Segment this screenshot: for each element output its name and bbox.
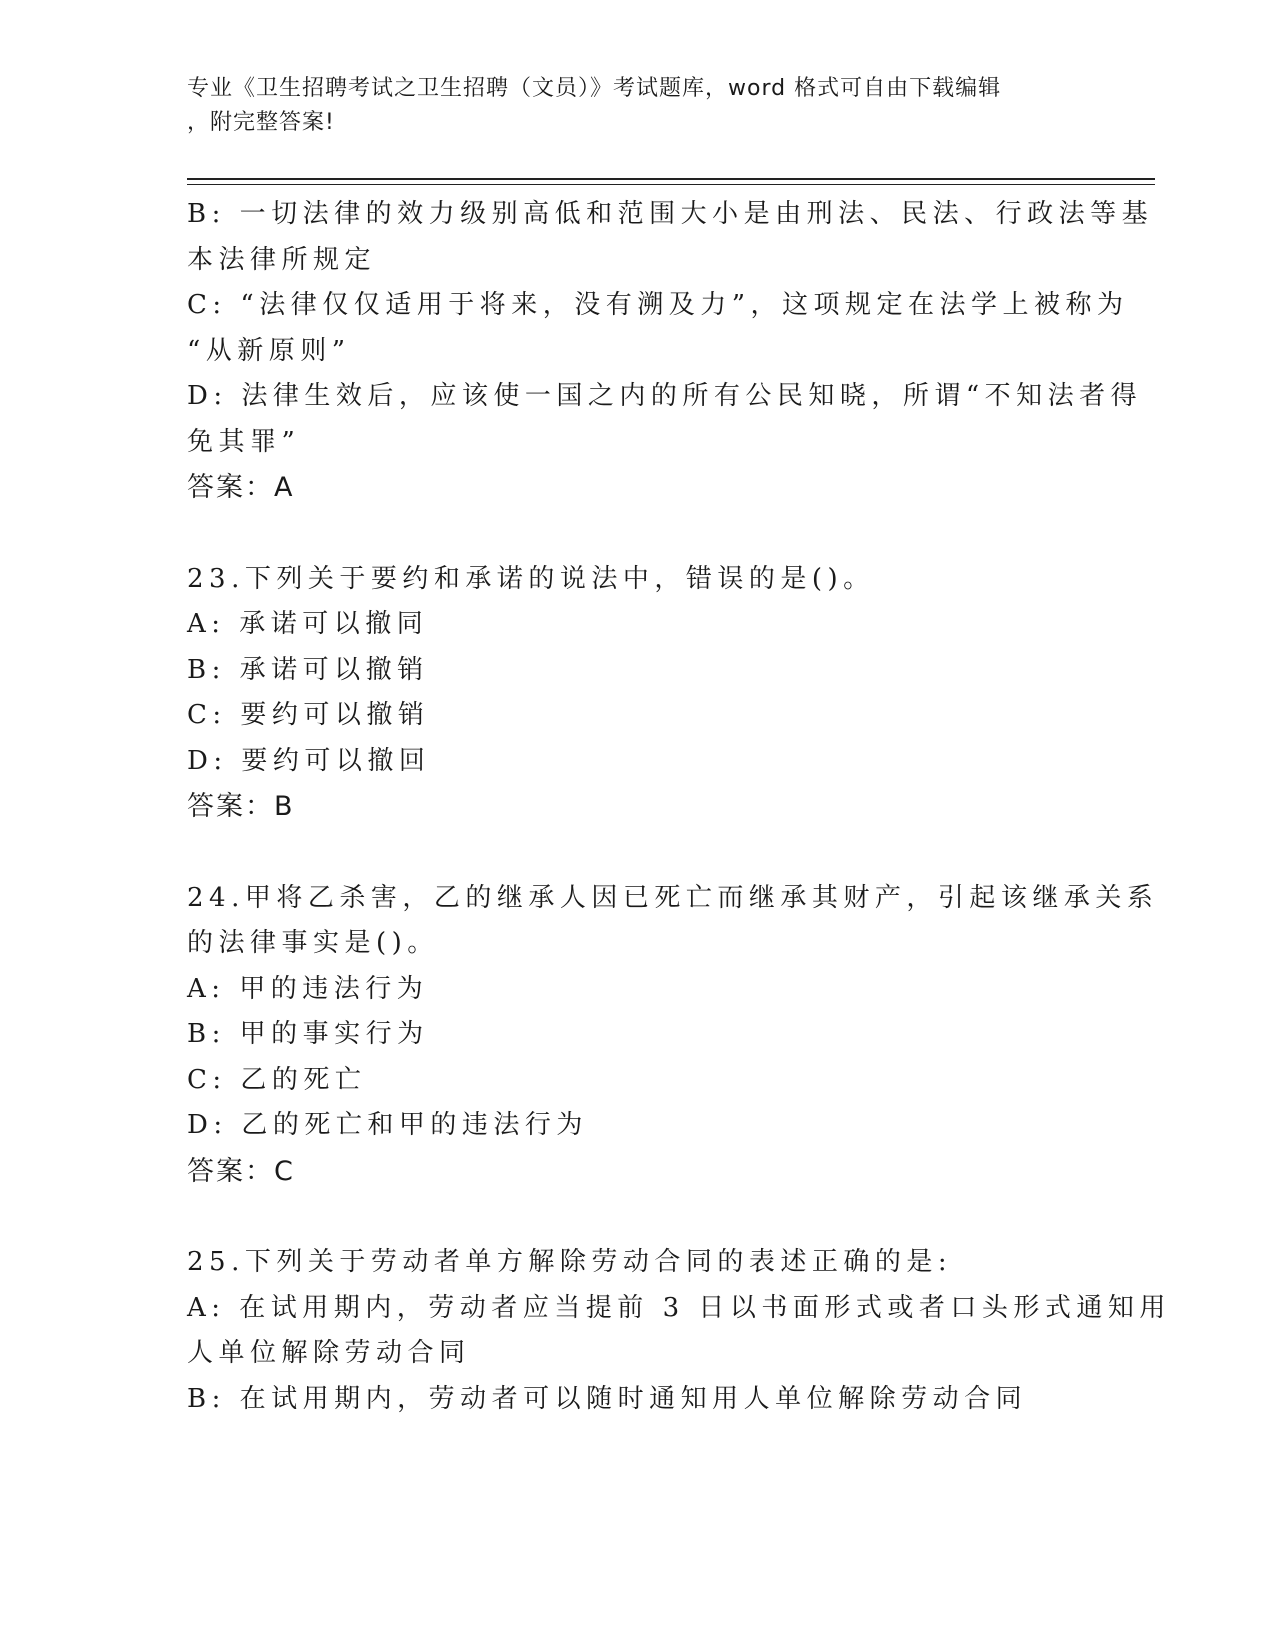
spacer — [187, 1194, 1087, 1240]
question-text-line-2: 的法律事实是()。 — [187, 928, 439, 958]
question-text-line-1: 24.甲将乙杀害，乙的继承人因已死亡而继承其财产，引起该继承关系 — [187, 882, 1159, 913]
option-b: B: 承诺可以撤销 — [187, 654, 429, 685]
question-block-25 — [187, 1240, 1171, 1422]
spacer — [187, 511, 1087, 557]
option-c-line-2: “从新原则” — [187, 335, 351, 366]
question-text: 25.下列关于劳动者单方解除劳动合同的表述正确的是: — [187, 1247, 953, 1277]
option-b-line-2: 本法律所规定 — [187, 244, 377, 275]
option-c: C: 乙的死亡 — [187, 1064, 367, 1095]
option-a: A: 甲的违法行为 — [187, 973, 429, 1004]
question-block-24 — [187, 876, 1159, 1195]
header-divider-thin — [187, 184, 1155, 185]
option-d-line-1: D: 法律生效后，应该使一国之内的所有公民知晓，所谓“不知法者得 — [187, 381, 1143, 411]
option-d: D: 乙的死亡和甲的违法行为 — [187, 1110, 588, 1140]
document-header — [187, 72, 1067, 140]
option-c: C: 要约可以撤销 — [187, 700, 430, 730]
answer-label: 答案：B — [187, 791, 295, 822]
spacer — [187, 830, 1087, 876]
option-a-line-2: 人单位解除劳动合同 — [187, 1338, 471, 1368]
question-text: 23.下列关于要约和承诺的说法中，错误的是()。 — [187, 563, 875, 594]
question-block-22 — [187, 192, 1154, 511]
option-c-line-1: C: “法律仅仅适用于将来，没有溯及力”，这项规定在法学上被称为 — [187, 290, 1129, 320]
option-d: D: 要约可以撤回 — [187, 745, 431, 776]
option-b: B: 在试用期内，劳动者可以随时通知用人单位解除劳动合同 — [187, 1383, 1028, 1414]
option-a: A: 承诺可以撤同 — [187, 609, 429, 639]
option-a-line-1: A: 在试用期内，劳动者应当提前 3 日以书面形式或者口头形式通知用 — [187, 1292, 1171, 1323]
answer-label: 答案：C — [187, 1155, 295, 1187]
option-d-line-2: 免其罪” — [187, 426, 301, 457]
header-line-1: 专业《卫生招聘考试之卫生招聘（文员）》考试题库，word 格式可自由下载编辑 — [187, 76, 1002, 101]
document-body — [187, 192, 1171, 1422]
option-b-line-1: B: 一切法律的效力级别高低和范围大小是由刑法、民法、行政法等基 — [187, 199, 1154, 229]
header-line-2: ，附完整答案! — [187, 110, 335, 135]
header-divider-thick — [187, 178, 1155, 180]
answer-label: 答案：A — [187, 472, 295, 503]
question-block-23 — [187, 557, 1087, 830]
option-b: B: 甲的事实行为 — [187, 1019, 429, 1049]
